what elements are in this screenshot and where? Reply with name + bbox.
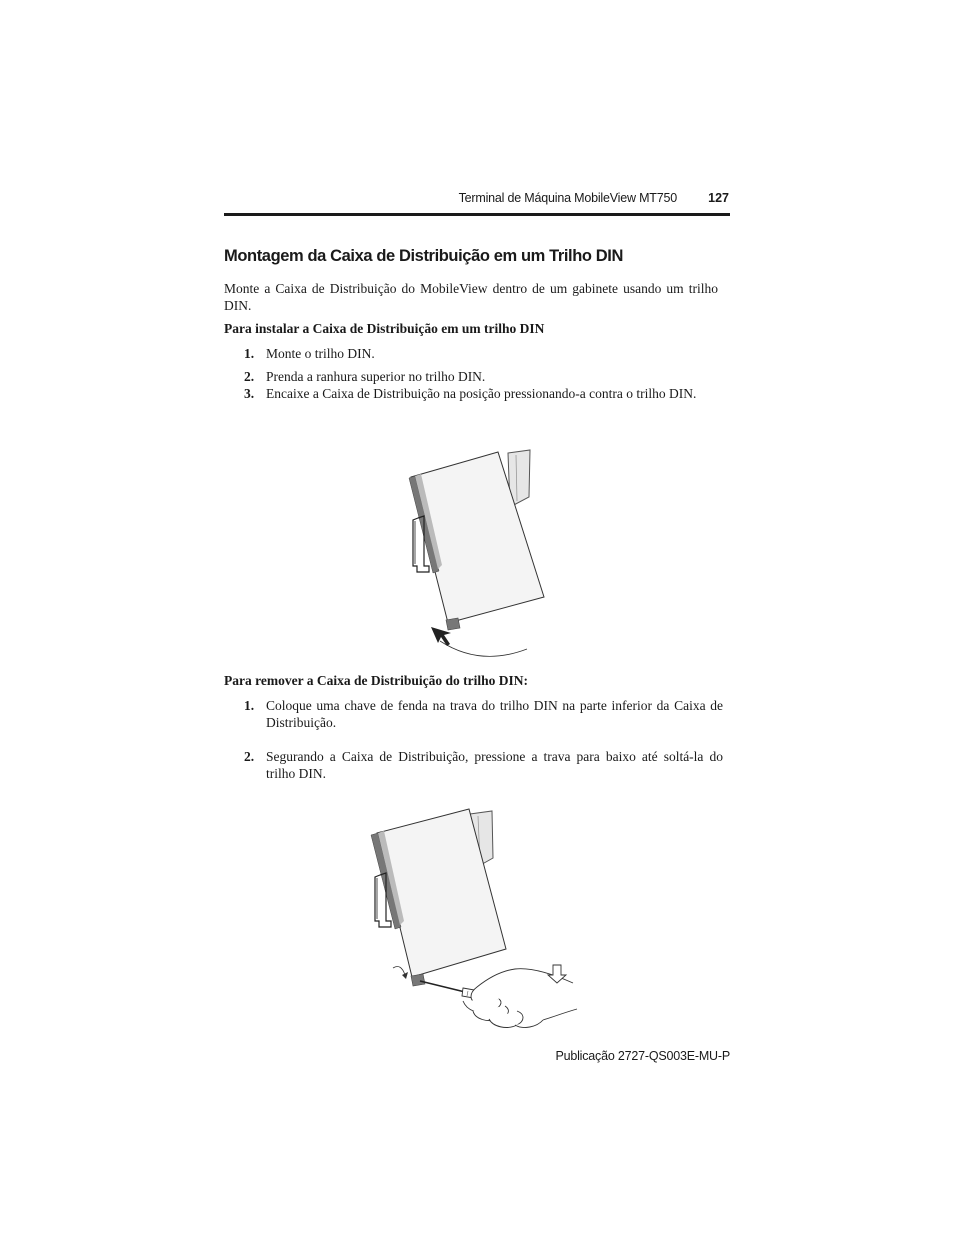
distribution-box bbox=[371, 809, 506, 986]
rotation-arc bbox=[440, 641, 527, 656]
remove-procedure-title: Para remover a Caixa de Distribuição do trilho DIN: bbox=[224, 673, 528, 688]
remove-illustration bbox=[365, 805, 590, 1035]
latch-arrow bbox=[393, 967, 405, 975]
step-text: Monte o trilho DIN. bbox=[266, 346, 375, 361]
latch-tab bbox=[446, 618, 460, 630]
publication-footer: Publicação 2727-QS003E-MU-P bbox=[555, 1049, 730, 1063]
step-number: 1. bbox=[244, 346, 255, 361]
running-header: Terminal de Máquina MobileView MT750 bbox=[458, 191, 677, 205]
install-step-1 bbox=[244, 345, 723, 362]
step-number: 3. bbox=[244, 386, 255, 401]
remove-step-2 bbox=[244, 748, 723, 782]
mount-illustration bbox=[400, 445, 560, 665]
step-text: Segurando a Caixa de Distribuição, pressione a trava para baixo até soltá-la do trilho DIN. bbox=[266, 749, 723, 781]
install-step-2 bbox=[244, 368, 723, 385]
step-number: 1. bbox=[244, 698, 255, 713]
step-text: Prenda a ranhura superior no trilho DIN. bbox=[266, 369, 486, 384]
page-number: 127 bbox=[708, 191, 729, 205]
header-rule bbox=[224, 213, 730, 216]
step-text: Coloque uma chave de fenda na trava do trilho DIN na parte inferior da Caixa de Distribuição. bbox=[266, 698, 723, 730]
latch-tab bbox=[411, 974, 425, 986]
intro-paragraph: Monte a Caixa de Distribuição do MobileView dentro de um gabinete usando um trilho DIN. bbox=[224, 281, 718, 313]
section-title: Montagem da Caixa de Distribuição em um Trilho DIN bbox=[224, 247, 623, 265]
step-number: 2. bbox=[244, 749, 255, 764]
step-number: 2. bbox=[244, 369, 255, 384]
install-procedure-title: Para instalar a Caixa de Distribuição em um trilho DIN bbox=[224, 321, 545, 336]
remove-step-1 bbox=[244, 697, 723, 731]
step-text: Encaixe a Caixa de Distribuição na posição pressionando-a contra o trilho DIN. bbox=[266, 386, 697, 401]
distribution-box bbox=[409, 450, 544, 630]
install-step-3 bbox=[244, 385, 723, 402]
